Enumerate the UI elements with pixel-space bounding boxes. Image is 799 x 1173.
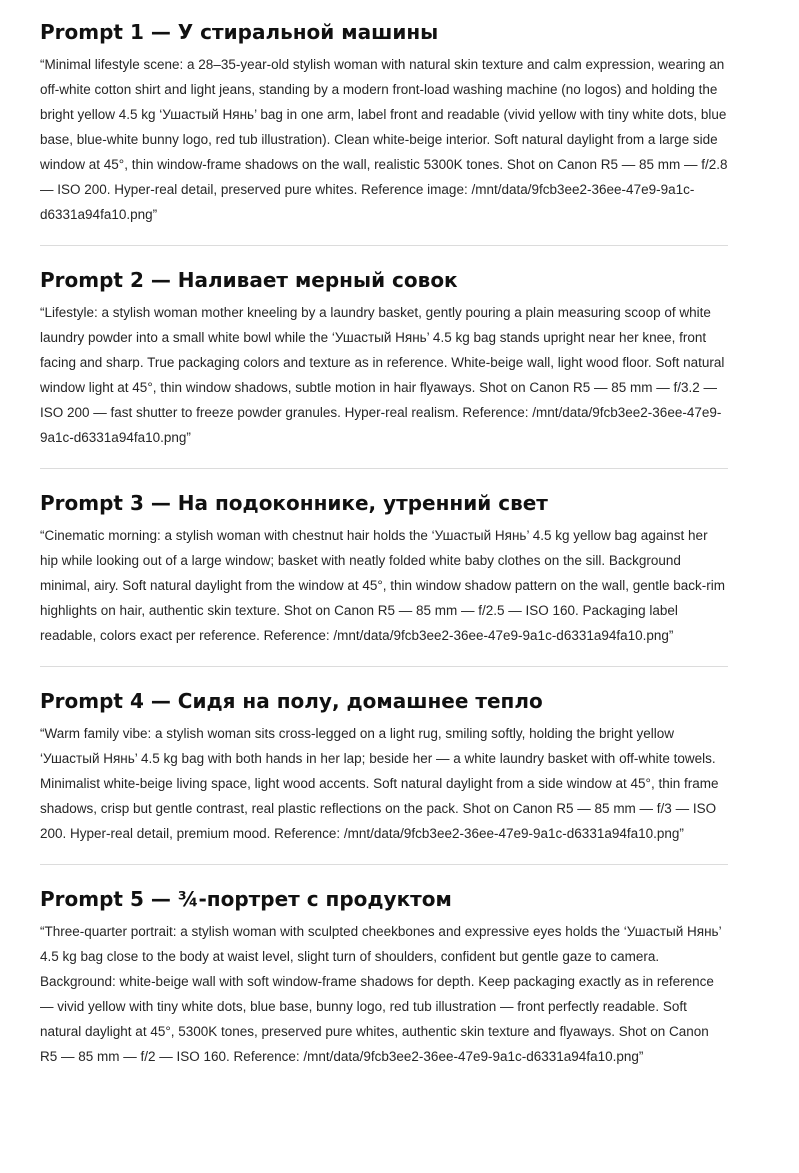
prompt-section-3: [40, 485, 728, 648]
prompt-section-1: [40, 14, 728, 227]
prompt-text: “Three-quarter portrait: a stylish woman with sculpted cheekbones and expressive eyes holds the ‘Ушастый Нянь’ 4.5 kg bag close to the body at waist level, slight turn of shoulders, confident but gentle gaze to camera. Background: white-beige wall with soft window-frame shadows for depth. Keep packaging exactly as in reference — vivid yellow with tiny white dots, blue base, bunny logo, red tub illustration — front perfectly readable. Soft natural daylight at 45°, 5300K tones, preserved pure whites, authentic skin texture and flyaways. Shot on Canon R5 — 85 mm — f/2 — ISO 160. Reference: /mnt/data/9fcb3ee2-36ee-47e9-9a1c-d6331a94fa10.png”: [40, 924, 722, 1064]
prompt-section-5: [40, 881, 728, 1069]
section-divider: [40, 468, 728, 469]
prompt-section-2: [40, 262, 728, 450]
prompt-text: “Cinematic morning: a stylish woman with chestnut hair holds the ‘Ушастый Нянь’ 4.5 kg yellow bag against her hip while looking out of a large window; basket with neatly folded white baby clothes on the sill. Background minimal, airy. Soft natural daylight from the window at 45°, thin window shadow pattern on the wall, gentle back-rim highlights on hair, authentic skin texture. Shot on Canon R5 — 85 mm — f/2.5 — ISO 160. Packaging label readable, colors exact per reference. Reference: /mnt/data/9fcb3ee2-36ee-47e9-9a1c-d6331a94fa10.png”: [40, 528, 725, 643]
prompt-heading: Prompt 2 — Наливает мерный совок: [40, 268, 458, 292]
prompt-heading: Prompt 4 — Сидя на полу, домашнее тепло: [40, 689, 543, 713]
section-divider: [40, 666, 728, 667]
prompt-heading: Prompt 3 — На подоконнике, утренний свет: [40, 491, 548, 515]
section-divider: [40, 864, 728, 865]
section-divider: [40, 245, 728, 246]
prompt-section-4: [40, 683, 728, 846]
prompt-text: “Minimal lifestyle scene: a 28–35-year-old stylish woman with natural skin texture and calm expression, wearing an off-white cotton shirt and light jeans, standing by a modern front-load washing machine (no logos) and holding the bright yellow 4.5 kg ‘Ушастый Нянь’ bag in one arm, label front and readable (vivid yellow with tiny white dots, blue base, blue-white bunny logo, red tub illustration). Clean white-beige interior. Soft natural daylight from a large side window at 45°, thin window-frame shadows on the wall, realistic 5300K tones. Shot on Canon R5 — 85 mm — f/2.8 — ISO 200. Hyper-real detail, preserved pure whites. Reference image: /mnt/data/9fcb3ee2-36ee-47e9-9a1c-d6331a94fa10.png”: [40, 57, 728, 222]
prompt-heading: Prompt 1 — У стиральной машины: [40, 20, 439, 44]
prompt-text: “Lifestyle: a stylish woman mother kneeling by a laundry basket, gently pouring a plain measuring scoop of white laundry powder into a small white bowl while the ‘Ушастый Нянь’ 4.5 kg bag stands upright near her knee, front facing and sharp. True packaging colors and texture as in reference. White-beige wall, light wood floor. Soft natural window light at 45°, thin window shadows, subtle motion in hair flyaways. Shot on Canon R5 — 85 mm — f/3.2 — ISO 200 — fast shutter to freeze powder granules. Hyper-real realism. Reference: /mnt/data/9fcb3ee2-36ee-47e9-9a1c-d6331a94fa10.png”: [40, 305, 725, 445]
prompt-text: “Warm family vibe: a stylish woman sits cross-legged on a light rug, smiling softly, holding the bright yellow ‘Ушастый Нянь’ 4.5 kg bag with both hands in her lap; beside her — a white laundry basket with off-white towels. Minimalist white-beige living space, light wood accents. Soft natural daylight from a side window at 45°, thin frame shadows, crisp but gentle contrast, real plastic reflections on the pack. Shot on Canon R5 — 85 mm — f/3 — ISO 200. Hyper-real detail, premium mood. Reference: /mnt/data/9fcb3ee2-36ee-47e9-9a1c-d6331a94fa10.png”: [40, 726, 719, 841]
prompt-heading: Prompt 5 — ¾-портрет с продуктом: [40, 887, 452, 911]
